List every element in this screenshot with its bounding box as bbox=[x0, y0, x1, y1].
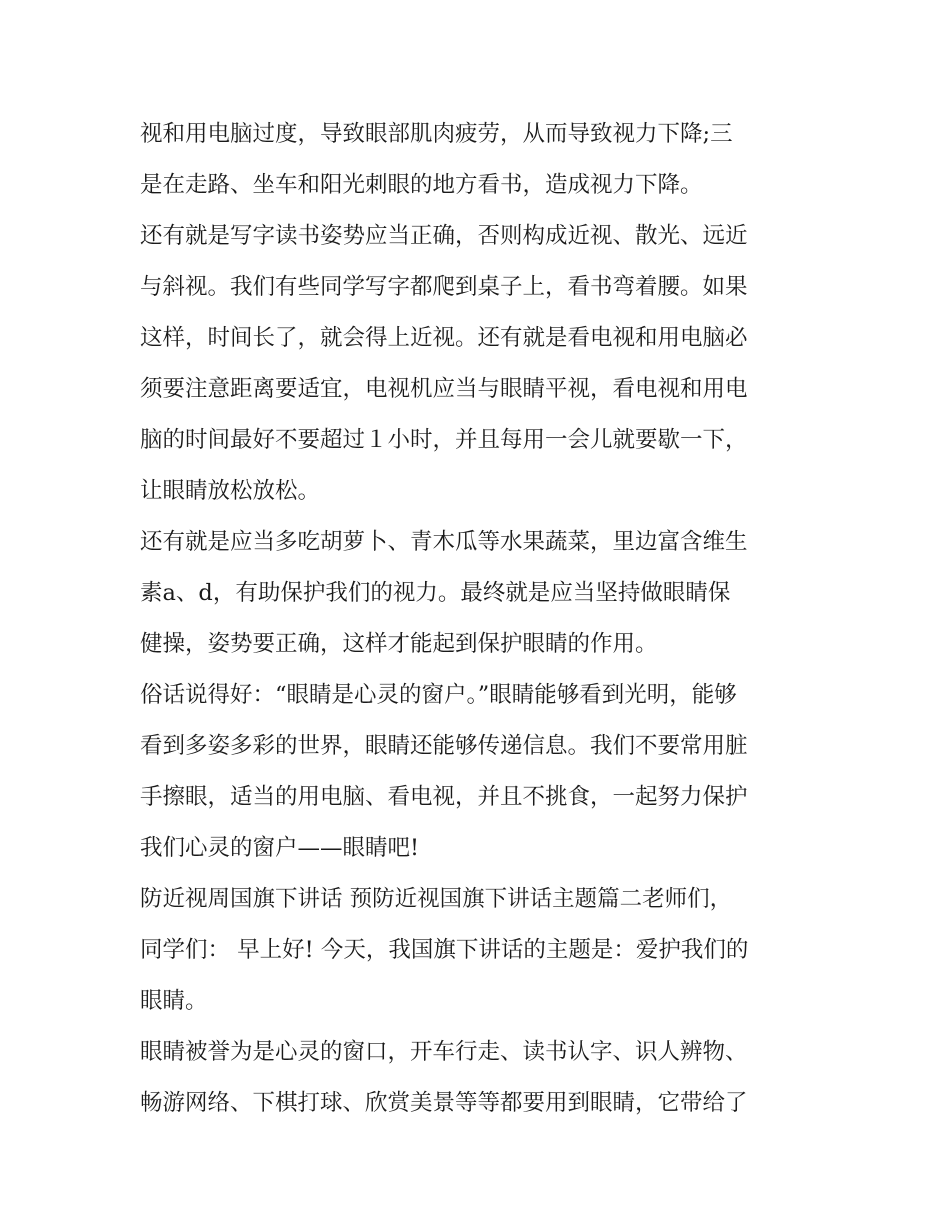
text-line: 俗话说得好：“眼睛是心灵的窗户。”眼睛能够看到光明，能够 bbox=[140, 682, 737, 708]
text-line: 是在走路、坐车和阳光刺眼的地方看书，造成视力下降。 bbox=[140, 172, 703, 198]
text-line: 与斜视。我们有些同学写字都爬到桌子上，看书弯着腰。如果 bbox=[140, 274, 748, 300]
text-line: 还有就是应当多吃胡萝卜、青木瓜等水果蔬菜，里边富含维生 bbox=[140, 529, 748, 555]
text-line: 眼睛。 bbox=[140, 988, 208, 1014]
text-line: 防近视周国旗下讲话 预防近视国旗下讲话主题篇二老师们， bbox=[140, 886, 733, 912]
text-line: 手擦眼，适当的用电脑、看电视，并且不挑食，一起努力保护 bbox=[140, 784, 748, 810]
text-line: 视和用电脑过度，导致眼部肌肉疲劳，从而导致视力下降;三 bbox=[140, 121, 733, 147]
text-line: 让眼睛放松放松。 bbox=[140, 478, 321, 504]
text-line: 还有就是写字读书姿势应当正确，否则构成近视、散光、远近 bbox=[140, 223, 748, 249]
text-line: 看到多姿多彩的世界，眼睛还能够传递信息。我们不要常用脏 bbox=[140, 733, 748, 759]
document-body bbox=[140, 109, 820, 1129]
text-line: 素a、d，有助保护我们的视力。最终就是应当坚持做眼睛保 bbox=[140, 580, 731, 606]
text-line: 我们心灵的窗户——眼睛吧! bbox=[140, 835, 420, 861]
text-line: 眼睛被誉为是心灵的窗口，开车行走、读书认字、识人辨物、 bbox=[140, 1039, 748, 1065]
text-line: 脑的时间最好不要超过１小时，并且每用一会儿就要歇一下， bbox=[140, 427, 748, 453]
text-line: 这样，时间长了，就会得上近视。还有就是看电视和用电脑必 bbox=[140, 325, 748, 351]
text-line: 同学们： 早上好! 今天，我国旗下讲话的主题是：爱护我们的 bbox=[140, 937, 749, 963]
text-line: 须要注意距离要适宜，电视机应当与眼睛平视，看电视和用电 bbox=[140, 376, 748, 402]
text-line: 健操，姿势要正确，这样才能起到保护眼睛的作用。 bbox=[140, 631, 658, 657]
text-line: 畅游网络、下棋打球、欣赏美景等等都要用到眼睛，它带给了 bbox=[140, 1090, 748, 1116]
